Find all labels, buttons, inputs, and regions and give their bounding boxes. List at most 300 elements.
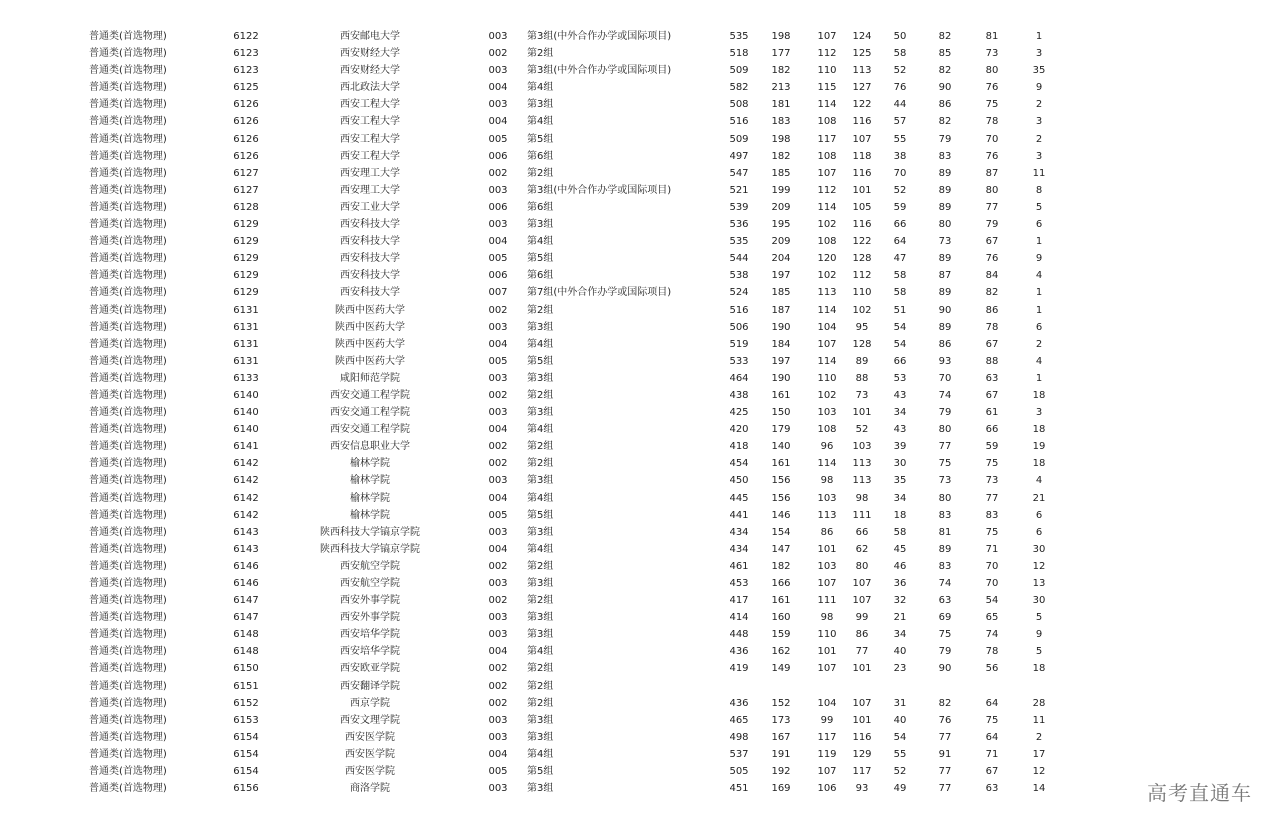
table-cell: 西安工程大学 (340, 99, 400, 111)
table-row (0, 28, 1280, 45)
table-cell: 第2组 (527, 167, 554, 179)
table-cell: 103 (817, 560, 837, 572)
table-cell: 6126 (233, 116, 259, 128)
table-cell: 107 (852, 595, 872, 607)
table-cell: 陕西中医药大学 (335, 355, 405, 367)
table-cell: 152 (771, 697, 791, 709)
table-cell: 77 (985, 201, 999, 213)
table-cell: 普通类(首选物理) (89, 407, 167, 419)
table-cell: 187 (771, 304, 791, 316)
table-cell: 77 (938, 766, 952, 778)
table-cell: 第4组 (527, 82, 554, 94)
table-cell: 85 (938, 48, 952, 60)
table-cell: 166 (771, 578, 791, 589)
table-cell: 63 (985, 372, 999, 384)
table-cell: 6133 (233, 372, 259, 384)
table-cell: 榆林学院 (350, 509, 390, 521)
table-cell: 190 (771, 321, 791, 333)
table-cell: 第3组 (527, 99, 554, 111)
table-cell: 107 (852, 697, 872, 709)
table-row (0, 148, 1280, 165)
table-cell: 西安理工大学 (340, 184, 400, 196)
table-cell: 陕西中医药大学 (335, 338, 405, 350)
table-cell: 110 (817, 372, 837, 384)
table-cell: 普通类(首选物理) (89, 646, 167, 658)
table-cell: 438 (729, 389, 749, 401)
table-cell: 普通类(首选物理) (89, 99, 167, 111)
table-cell: 86 (985, 304, 999, 316)
table-cell: 普通类(首选物理) (89, 48, 167, 60)
table-cell: 普通类(首选物理) (89, 783, 167, 795)
table-cell: 50 (893, 31, 907, 42)
table-cell: 93 (938, 355, 952, 367)
table-cell: 6148 (233, 629, 259, 641)
table-cell: 6129 (233, 236, 259, 248)
table-cell: 66 (855, 526, 869, 538)
table-cell: 第4组 (527, 748, 554, 760)
table-cell: 西安培华学院 (340, 646, 400, 658)
table-cell: 第4组 (527, 424, 554, 436)
table-cell: 191 (771, 748, 791, 760)
table-cell: 第3组(中外合作办学或国际项目) (527, 31, 672, 42)
table-cell: 005 (488, 133, 508, 145)
table-cell: 99 (820, 714, 834, 726)
table-cell: 509 (729, 133, 749, 145)
table-cell: 69 (938, 612, 952, 624)
table-cell: 3 (1035, 150, 1043, 162)
table-cell: 192 (771, 766, 791, 778)
table-cell: 13 (1032, 578, 1046, 589)
table-cell: 003 (488, 526, 508, 538)
table-row (0, 780, 1280, 797)
table-row (0, 79, 1280, 96)
table-cell: 第3组 (527, 475, 554, 487)
table-cell: 普通类(首选物理) (89, 458, 167, 470)
table-cell: 普通类(首选物理) (89, 65, 167, 77)
table-cell: 第2组 (527, 663, 554, 675)
table-cell: 6142 (233, 509, 259, 521)
table-cell: 西安工业大学 (340, 201, 400, 213)
table-cell: 107 (817, 31, 837, 42)
table-row (0, 558, 1280, 575)
table-cell: 榆林学院 (350, 492, 390, 504)
table-cell: 114 (817, 304, 837, 316)
table-cell: 21 (1032, 492, 1046, 504)
table-cell: 3 (1035, 48, 1043, 60)
table-cell: 58 (893, 270, 907, 282)
table-cell: 第2组 (527, 680, 554, 692)
table-cell: 102 (852, 304, 872, 316)
table-cell: 6123 (233, 48, 259, 60)
table-cell: 198 (771, 133, 791, 145)
table-cell: 西安财经大学 (340, 65, 400, 77)
table-cell: 西安科技大学 (340, 270, 400, 282)
table-cell: 107 (817, 766, 837, 778)
table-cell: 6127 (233, 184, 259, 196)
table-cell: 80 (985, 184, 999, 196)
table-cell: 普通类(首选物理) (89, 714, 167, 726)
table-cell: 6129 (233, 219, 259, 231)
table-cell: 6143 (233, 543, 259, 555)
table-row (0, 524, 1280, 541)
table-cell: 5 (1035, 612, 1043, 624)
table-cell: 第4组 (527, 646, 554, 658)
table-cell: 464 (729, 372, 749, 384)
table-cell: 436 (729, 697, 749, 709)
table-row (0, 113, 1280, 130)
table-cell: 58 (893, 48, 907, 60)
table-cell: 117 (817, 731, 837, 743)
table-cell: 111 (817, 595, 837, 607)
table-cell: 54 (985, 595, 999, 607)
watermark-text: 高考直通车 (1147, 781, 1252, 805)
table-cell: 榆林学院 (350, 475, 390, 487)
table-cell: 70 (938, 372, 952, 384)
table-cell: 582 (729, 82, 749, 94)
table-cell: 64 (985, 731, 999, 743)
table-cell: 西安培华学院 (340, 629, 400, 641)
table-cell: 465 (729, 714, 749, 726)
table-cell: 199 (771, 184, 791, 196)
table-cell: 39 (893, 441, 907, 453)
table-cell: 6 (1035, 321, 1043, 333)
table-cell: 6142 (233, 458, 259, 470)
table-cell: 448 (729, 629, 749, 641)
table-cell: 6131 (233, 355, 259, 367)
table-row (0, 302, 1280, 319)
table-cell: 陕西中医药大学 (335, 304, 405, 316)
table-cell: 004 (488, 646, 508, 658)
table-cell: 66 (985, 424, 999, 436)
table-cell: 67 (985, 389, 999, 401)
table-cell: 91 (938, 748, 952, 760)
table-cell: 112 (817, 184, 837, 196)
table-cell: 9 (1035, 629, 1043, 641)
table-cell: 1 (1035, 31, 1043, 42)
table-row (0, 96, 1280, 113)
table-cell: 183 (771, 116, 791, 128)
table-row (0, 404, 1280, 421)
table-row (0, 62, 1280, 79)
table-cell: 82 (938, 697, 952, 709)
table-cell: 普通类(首选物理) (89, 184, 167, 196)
table-cell: 64 (893, 236, 907, 248)
table-cell: 32 (893, 595, 907, 607)
table-cell: 89 (938, 253, 952, 265)
table-cell: 普通类(首选物理) (89, 475, 167, 487)
table-cell: 002 (488, 441, 508, 453)
table-cell: 普通类(首选物理) (89, 355, 167, 367)
table-cell: 80 (938, 492, 952, 504)
table-cell: 99 (855, 612, 869, 624)
table-cell: 普通类(首选物理) (89, 612, 167, 624)
table-cell: 003 (488, 714, 508, 726)
table-cell: 77 (938, 783, 952, 795)
table-cell: 第3组(中外合作办学或国际项目) (527, 65, 672, 77)
table-cell: 209 (771, 236, 791, 248)
table-cell: 004 (488, 236, 508, 248)
table-cell: 30 (1032, 543, 1046, 555)
table-cell: 65 (985, 612, 999, 624)
table-cell: 57 (893, 116, 907, 128)
table-cell: 第2组 (527, 458, 554, 470)
table-cell: 124 (852, 31, 872, 42)
table-cell: 535 (729, 31, 749, 42)
table-cell: 128 (852, 253, 872, 265)
table-cell: 第3组 (527, 372, 554, 384)
table-cell: 108 (817, 150, 837, 162)
table-cell: 110 (817, 65, 837, 77)
table-cell: 79 (985, 219, 999, 231)
table-cell: 86 (938, 338, 952, 350)
table-cell: 004 (488, 82, 508, 94)
table-cell: 6146 (233, 560, 259, 572)
table-cell: 77 (985, 492, 999, 504)
table-cell: 77 (938, 731, 952, 743)
table-cell: 西安理工大学 (340, 167, 400, 179)
table-cell: 004 (488, 543, 508, 555)
table-cell: 6129 (233, 287, 259, 299)
table-cell: 普通类(首选物理) (89, 578, 167, 589)
table-cell: 第6组 (527, 270, 554, 282)
table-cell: 508 (729, 99, 749, 111)
table-cell: 535 (729, 236, 749, 248)
table-cell: 普通类(首选物理) (89, 595, 167, 607)
table-cell: 西安交通工程学院 (330, 389, 410, 401)
table-row (0, 712, 1280, 729)
table-cell: 003 (488, 372, 508, 384)
table-cell: 101 (817, 543, 837, 555)
table-cell: 524 (729, 287, 749, 299)
table-cell: 122 (852, 236, 872, 248)
table-cell: 54 (893, 321, 907, 333)
table-cell: 002 (488, 663, 508, 675)
table-cell: 普通类(首选物理) (89, 441, 167, 453)
table-cell: 35 (893, 475, 907, 487)
table-cell: 156 (771, 492, 791, 504)
table-cell: 第3组 (527, 407, 554, 419)
table-cell: 445 (729, 492, 749, 504)
table-cell: 89 (938, 287, 952, 299)
table-cell: 18 (1032, 663, 1046, 675)
table-cell: 第5组 (527, 253, 554, 265)
table-cell: 普通类(首选物理) (89, 167, 167, 179)
table-cell: 102 (817, 219, 837, 231)
table-row (0, 370, 1280, 387)
table-row (0, 575, 1280, 592)
table-cell: 6152 (233, 697, 259, 709)
table-row (0, 763, 1280, 780)
table-cell: 82 (938, 31, 952, 42)
table-cell: 21 (893, 612, 907, 624)
table-cell: 6141 (233, 441, 259, 453)
table-cell: 西安财经大学 (340, 48, 400, 60)
table-cell: 005 (488, 355, 508, 367)
table-cell: 497 (729, 150, 749, 162)
table-cell: 182 (771, 560, 791, 572)
table-cell: 119 (817, 748, 837, 760)
table-cell: 西安航空学院 (340, 578, 400, 589)
table-cell: 434 (729, 526, 749, 538)
table-cell: 98 (820, 612, 834, 624)
table-cell: 75 (985, 99, 999, 111)
table-cell: 127 (852, 82, 872, 94)
table-cell: 420 (729, 424, 749, 436)
table-cell: 75 (985, 714, 999, 726)
table-cell: 73 (938, 236, 952, 248)
table-cell: 6147 (233, 612, 259, 624)
table-cell: 3 (1035, 407, 1043, 419)
table-cell: 1 (1035, 372, 1043, 384)
table-row (0, 592, 1280, 609)
table-row (0, 267, 1280, 284)
table-cell: 113 (852, 475, 872, 487)
table-cell: 98 (820, 475, 834, 487)
table-cell: 184 (771, 338, 791, 350)
table-cell: 104 (817, 321, 837, 333)
table-cell: 213 (771, 82, 791, 94)
table-cell: 418 (729, 441, 749, 453)
table-cell: 107 (852, 578, 872, 589)
table-cell: 普通类(首选物理) (89, 287, 167, 299)
table-cell: 71 (985, 543, 999, 555)
table-cell: 197 (771, 270, 791, 282)
table-row (0, 45, 1280, 62)
table-cell: 181 (771, 99, 791, 111)
table-cell: 6146 (233, 578, 259, 589)
table-cell: 162 (771, 646, 791, 658)
table-cell: 23 (893, 663, 907, 675)
table-cell: 第5组 (527, 355, 554, 367)
table-cell: 西安翻译学院 (340, 680, 400, 692)
table-cell: 第4组 (527, 492, 554, 504)
table-cell: 西安医学院 (345, 766, 395, 778)
table-cell: 516 (729, 116, 749, 128)
table-cell: 76 (938, 714, 952, 726)
table-cell: 75 (938, 629, 952, 641)
table-cell: 80 (938, 219, 952, 231)
table-cell: 西安科技大学 (340, 219, 400, 231)
table-cell: 116 (852, 116, 872, 128)
table-cell: 普通类(首选物理) (89, 560, 167, 572)
table-cell: 18 (893, 509, 907, 521)
table-cell: 普通类(首选物理) (89, 424, 167, 436)
table-cell: 74 (985, 629, 999, 641)
table-cell: 83 (938, 509, 952, 521)
table-cell: 96 (820, 441, 834, 453)
table-cell: 70 (985, 133, 999, 145)
table-cell: 003 (488, 475, 508, 487)
table-cell: 普通类(首选物理) (89, 304, 167, 316)
table-cell: 西安交通工程学院 (330, 424, 410, 436)
table-cell: 第7组(中外合作办学或国际项目) (527, 287, 672, 299)
table-cell: 西安航空学院 (340, 560, 400, 572)
table-cell: 普通类(首选物理) (89, 629, 167, 641)
table-cell: 154 (771, 526, 791, 538)
table-cell: 116 (852, 731, 872, 743)
table-cell: 190 (771, 372, 791, 384)
table-cell: 第2组 (527, 48, 554, 60)
table-cell: 6 (1035, 219, 1043, 231)
table-cell: 67 (985, 338, 999, 350)
table-cell: 149 (771, 663, 791, 675)
table-cell: 004 (488, 424, 508, 436)
table-cell: 86 (820, 526, 834, 538)
table-cell: 4 (1035, 475, 1043, 487)
table-cell: 533 (729, 355, 749, 367)
table-cell: 第2组 (527, 697, 554, 709)
table-cell: 6127 (233, 167, 259, 179)
table-cell: 75 (938, 458, 952, 470)
table-cell: 普通类(首选物理) (89, 219, 167, 231)
table-cell: 2 (1035, 133, 1043, 145)
table-cell: 519 (729, 338, 749, 350)
table-cell: 34 (893, 407, 907, 419)
table-cell: 西安医学院 (345, 748, 395, 760)
table-cell: 陕西科技大学镐京学院 (320, 543, 420, 555)
table-cell: 110 (852, 287, 872, 299)
table-cell: 6126 (233, 99, 259, 111)
table-cell: 第2组 (527, 304, 554, 316)
table-cell: 103 (817, 407, 837, 419)
table-cell: 6140 (233, 407, 259, 419)
table-row (0, 729, 1280, 746)
table-cell: 49 (893, 783, 907, 795)
table-cell: 6131 (233, 321, 259, 333)
table-cell: 52 (893, 65, 907, 77)
table-cell: 450 (729, 475, 749, 487)
table-cell: 177 (771, 48, 791, 60)
table-cell: 58 (893, 287, 907, 299)
table-cell: 004 (488, 338, 508, 350)
table-cell: 70 (985, 578, 999, 589)
table-cell: 55 (893, 748, 907, 760)
table-cell: 451 (729, 783, 749, 795)
table-row (0, 609, 1280, 626)
table-cell: 103 (817, 492, 837, 504)
table-cell: 003 (488, 65, 508, 77)
table-cell: 78 (985, 646, 999, 658)
table-cell: 89 (938, 184, 952, 196)
table-cell: 107 (852, 133, 872, 145)
table-cell: 78 (985, 321, 999, 333)
table-cell: 西安文理学院 (340, 714, 400, 726)
table-cell: 6154 (233, 748, 259, 760)
table-cell: 62 (855, 543, 869, 555)
table-cell: 6154 (233, 766, 259, 778)
table-cell: 普通类(首选物理) (89, 509, 167, 521)
table-cell: 003 (488, 407, 508, 419)
table-cell: 007 (488, 287, 508, 299)
table-cell: 西北政法大学 (340, 82, 400, 94)
table-row (0, 438, 1280, 455)
table-cell: 普通类(首选物理) (89, 236, 167, 248)
table-cell: 43 (893, 389, 907, 401)
table-cell: 西安信息职业大学 (330, 441, 410, 453)
table-cell: 6140 (233, 389, 259, 401)
table-row (0, 421, 1280, 438)
table-cell: 11 (1032, 167, 1046, 179)
table-row (0, 182, 1280, 199)
table-cell: 52 (893, 766, 907, 778)
table-cell: 64 (985, 697, 999, 709)
table-cell: 第6组 (527, 150, 554, 162)
table-cell: 90 (938, 663, 952, 675)
table-cell: 107 (817, 578, 837, 589)
table-cell: 002 (488, 697, 508, 709)
table-cell: 6142 (233, 475, 259, 487)
table-cell: 第2组 (527, 389, 554, 401)
